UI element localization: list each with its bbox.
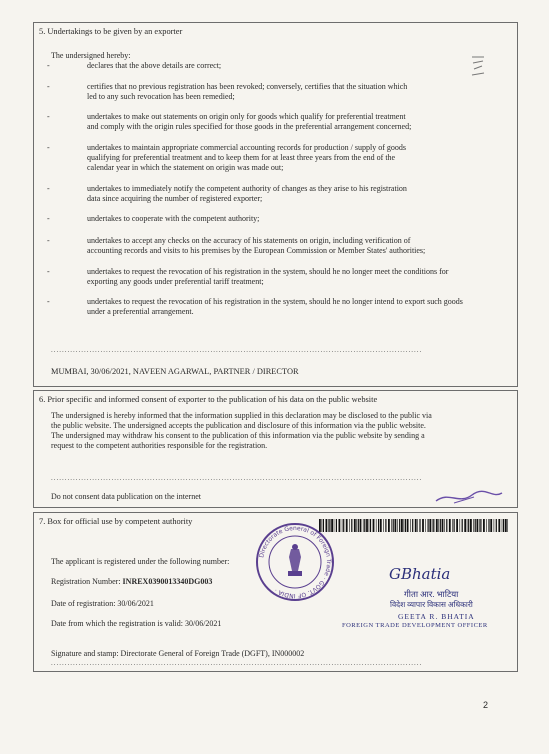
consent-line: Do not consent data publication on the internet (51, 492, 201, 501)
intro-text: The undersigned hereby: (51, 51, 131, 60)
signatory-name-en: GEETA R. BHATIA (398, 612, 475, 621)
exporter-signature-line: MUMBAI, 30/06/2021, NAVEEN AGARWAL, PARTNER / DIRECTOR (51, 367, 299, 376)
reg-number-value: INREX0390013340DG003 (122, 577, 213, 586)
undertaking-item: undertakes to make out statements on origin only for goods which qualify for preferential treatment and comply with the origin rules specified for those goods in the preferential arrangement concerned; (87, 112, 412, 131)
undertaking-item: undertakes to request the revocation of his registration in the system, should he no longer meet the conditions for exporting any goods under preferential tariff treatment; (87, 267, 449, 286)
date-registration-label: Date of registration: (51, 599, 116, 608)
signatory-title-en: FOREIGN TRADE DEVELOPMENT OFFICER (342, 622, 488, 629)
valid-date-label: Date from which the registration is valid: (51, 619, 183, 628)
undertaking-item: undertakes to immediately notify the competent authority of changes as they arise to his registration data since acquiring the number of registered exporter; (87, 184, 407, 203)
svg-text:Directorate General of Foreign: Directorate General of Foreign Trade · GOVT. OF INDIA · (258, 524, 333, 600)
reg-number-label: Registration Number: (51, 577, 121, 586)
undertaking-item: undertakes to cooperate with the competent authority; (87, 214, 260, 223)
barcode-image (319, 519, 511, 532)
date-registration-value: 30/06/2021 (117, 599, 154, 608)
dotted-line: ....................................................................................................................................... (51, 474, 423, 482)
undertaking-item: undertakes to accept any checks on the accuracy of his statements on origin, including verification of accounting records and visits to his premises by the European Commission or Member States' authorities; (87, 236, 426, 255)
undertaking-item: certifies that no previous registration has been revoked; conversely, certifies that the situation which led to any such revocation has been remedied; (87, 82, 408, 101)
official-seal-stamp (254, 521, 336, 603)
dotted-line: ....................................................................................................................................... (51, 659, 423, 667)
section-undertakings: 5. Undertakings to be given by an exporter The undersigned hereby: - declares that the above details are correct; - certifies that no previous registration has been revoked; conversely, certifies that the situation which led to any such revocation has been remedied; - undertakes to make out statements on origin only for goods which qualify for preferential treatment and comply with the origin rules specified for those goods in the preferential arrangement concerned; - undertakes to maintain appropriate commercial accounting records for production / supply of goods qualifying for preferential treatment and to keep them for at least three years from the end of the calendar year in which the statement on origin was made out; - undertakes to immediately notify the competent authority of changes as they arise to his registration data since acquiring the number of registered exporter; - undertakes to cooperate with the competent authority; - undertakes to accept any checks on the accuracy of his statements on origin, including verification of accounting records and visits to his premises by the European Commission or Member States' authorities; - undertakes to request the revocation of his registration in the system, should he no longer meet the conditions for exporting any goods under preferential tariff treatment; - undertakes to request the revocation of his registration in the system, should he no longer intend to export such goods under a preferential arrangement. ....................................................................................................................................... MUMBAI, 30/06/2021, NAVEEN AGARWAL, PARTNER / DIRECTOR (33, 22, 518, 387)
date-registration-row (51, 599, 154, 609)
consent-body: The undersigned is hereby informed that the information supplied in this declaration may be disclosed to the public via the public website. The undersigned accepts the publication and disclosure of this information via the public website. The undersigned may withdraw his consent to the publication of this information via the public website by sending a request to the competent authorities responsible for the registration. (51, 411, 432, 450)
stamp-label: Signature and stamp: Directorate General of Foreign Trade (DGFT), IN000002 (51, 649, 305, 658)
section-title: 6. Prior specific and informed consent of exporter to the publication of his data on the public website (39, 395, 378, 404)
valid-date-value: 30/06/2021 (184, 619, 222, 628)
section-official-use (33, 512, 518, 672)
section-consent (33, 390, 518, 508)
page-number: 2 (483, 700, 489, 710)
handwritten-signature: GBhatia (389, 565, 451, 583)
valid-date-row (51, 619, 221, 629)
undertaking-item: undertakes to request the revocation of his registration in the system, should he no longer intend to export such goods under a preferential arrangement. (87, 297, 463, 316)
ink-scribble (434, 487, 504, 509)
reg-number-row (51, 577, 212, 587)
handwritten-mark (468, 53, 488, 81)
dotted-line: ....................................................................................................................................... (51, 346, 423, 354)
signatory-name-hindi: गीता आर. भाटिया (404, 589, 459, 599)
registered-label: The applicant is registered under the following number: (51, 557, 230, 566)
undertaking-item: declares that the above details are correct; (87, 61, 222, 70)
section-title: 5. Undertakings to be given by an exporter (39, 27, 183, 36)
signatory-block (334, 553, 514, 653)
undertaking-item: undertakes to maintain appropriate commercial accounting records for production / supply of goods qualifying for preferential treatment and to keep them for at least three years from the end of the calendar year in which the statement on origin was made out; (87, 143, 407, 172)
section-title: 7. Box for official use by competent authority (39, 517, 193, 526)
signatory-title-hindi: विदेश व्यापार विकास अधिकारी (390, 600, 473, 609)
